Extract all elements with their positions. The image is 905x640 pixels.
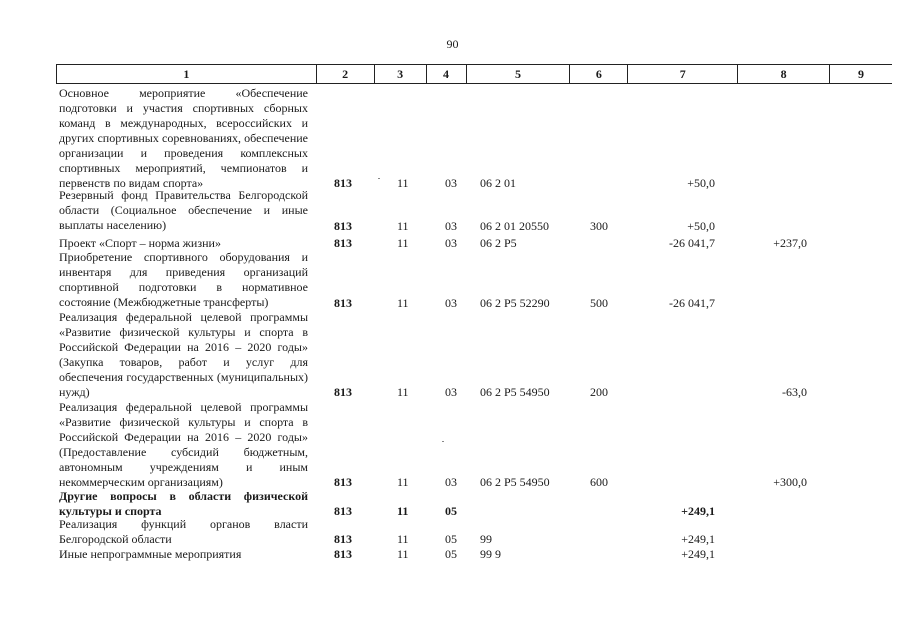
row-section: 11 [397,532,409,546]
row-section: 11 [397,385,409,399]
row-target: 99 [480,532,492,546]
row-col7-value: +50,0 [687,176,715,190]
row-col8-value: +237,0 [773,236,807,250]
row-subsection: 05 [445,504,457,518]
row-expense-type: 300 [590,219,608,233]
row-target: 06 2 P5 52290 [480,296,550,310]
row-ministry: 813 [334,296,352,310]
row-description: Основное мероприятие «Обеспечение подготовки и участия спортивных сборных команд в международных, всероссийских и других спортивных соревнованиях, обеспечение организации и проведения комплексных спортивных мероприятий, чемпионатов и первенств по видам спорта» [59,86,308,190]
row-expense-type: 500 [590,296,608,310]
row-section: 11 [397,219,409,233]
row-target: 06 2 P5 [480,236,517,250]
row-col8-value: +300,0 [773,475,807,489]
row-col7-value: +249,1 [681,532,715,546]
row-section: 11 [397,176,409,190]
row-section: 11 [397,236,409,250]
row-ministry: 813 [334,532,352,546]
row-target: 06 2 P5 54950 [480,385,550,399]
row-description: Другие вопросы в области физической культуры и спорта [59,489,308,518]
column-header-8: 8 [738,65,830,83]
row-subsection: 03 [445,219,457,233]
row-expense-type: 600 [590,475,608,489]
row-ministry: 813 [334,236,352,250]
row-target: 06 2 01 20550 [480,219,549,233]
page-number: 90 [446,37,459,51]
row-target: 06 2 01 [480,176,516,190]
row-section: 11 [397,504,409,518]
column-header-2: 2 [317,65,375,83]
column-header-6: 6 [570,65,628,83]
row-ministry: 813 [334,385,352,399]
row-col7-value: -26 041,7 [669,296,715,310]
row-subsection: 03 [445,385,457,399]
column-header-9: 9 [858,66,865,81]
row-subsection: 03 [445,236,457,250]
row-description: Проект «Спорт – норма жизни» [59,236,221,250]
row-ministry: 813 [334,547,352,561]
column-header-3: 3 [375,65,427,83]
row-ministry: 813 [334,176,352,190]
row-ministry: 813 [334,219,352,233]
row-col7-value: -26 041,7 [669,236,715,250]
row-description: Резервный фонд Правительства Белгородской области (Социальное обеспечение и иные выплаты населению) [59,188,308,232]
row-subsection: 03 [445,176,457,190]
row-col7-value: +50,0 [687,219,715,233]
column-header-4: 4 [427,65,467,83]
row-description: Иные непрограммные мероприятия [59,547,242,561]
row-description: Реализация функций органов власти Белгородской области [59,517,308,546]
row-col7-value: +249,1 [681,547,715,561]
row-ministry: 813 [334,504,352,518]
row-subsection: 03 [445,475,457,489]
column-header-7: 7 [628,65,738,83]
row-target: 99 9 [480,547,501,561]
row-subsection: 05 [445,532,457,546]
column-header-5: 5 [467,65,571,83]
scan-speck [442,441,444,442]
row-ministry: 813 [334,475,352,489]
row-col8-value: -63,0 [782,385,807,399]
row-col7-value: +249,1 [681,504,715,518]
row-expense-type: 200 [590,385,608,399]
row-subsection: 03 [445,296,457,310]
row-section: 11 [397,296,409,310]
row-subsection: 05 [445,547,457,561]
row-description: Реализация федеральной целевой программы «Развитие физической культуры и спорта в Российской Федерации на 2016 – 2020 годы» (Закупка товаров, работ и услуг для обеспечения государственных (муниципальных) нужд) [59,310,308,399]
row-description: Приобретение спортивного оборудования и инвентаря для приведения организаций спортивной подготовки в нормативное состояние (Межбюджетные трансферты) [59,250,308,309]
row-target: 06 2 P5 54950 [480,475,550,489]
row-section: 11 [397,475,409,489]
row-description: Реализация федеральной целевой программы «Развитие физической культуры и спорта в Российской Федерации на 2016 – 2020 годы» (Предоставление субсидий бюджетным, автономным учреждениям и иным некоммерческим организациям) [59,400,308,489]
row-section: 11 [397,547,409,561]
scan-speck [378,178,380,179]
column-header-1: 1 [57,65,317,83]
